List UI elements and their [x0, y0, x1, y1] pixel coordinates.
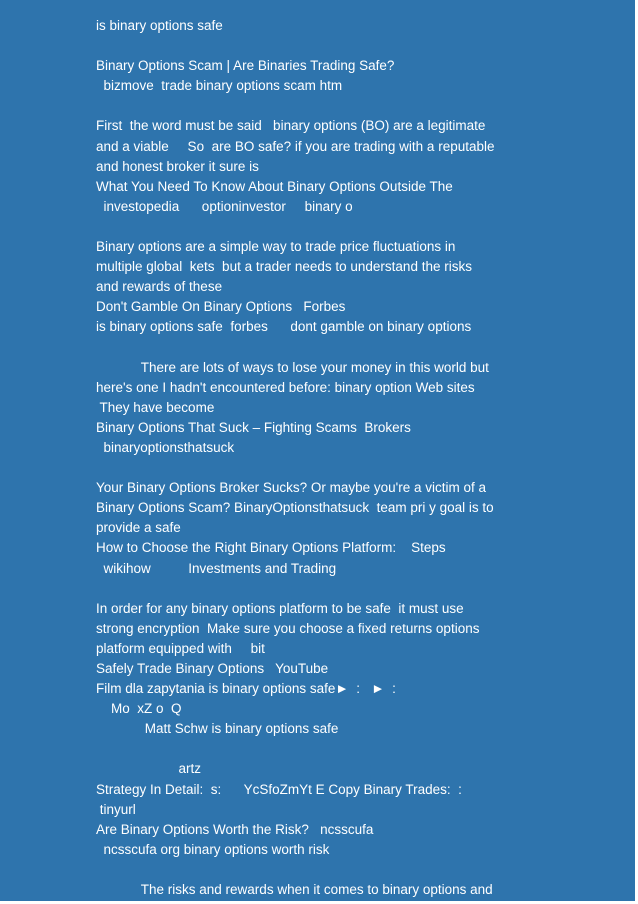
document-body — [96, 16, 616, 900]
blank-line — [96, 458, 616, 478]
blank-line — [96, 739, 616, 759]
text-line: bizmove trade binary options scam htm — [96, 78, 343, 94]
text-line: Mo xZ o Q — [96, 701, 182, 717]
blank-line — [96, 860, 616, 880]
text-line: multiple global kets but a trader needs to understand the risks — [96, 259, 472, 275]
text-line: provide a safe — [96, 520, 181, 536]
text-line: Are Binary Options Worth the Risk? ncsscufa — [96, 821, 374, 837]
text-line: is binary options safe — [96, 18, 223, 33]
text-line: First the word must be said binary options (BO) are a legitimate — [96, 118, 486, 134]
text-line: Matt Schw is binary options safe — [96, 721, 339, 737]
text-line: here's one I hadn't encountered before: binary option Web sites — [96, 379, 475, 395]
text-line: strong encryption Make sure you choose a fixed returns options — [96, 620, 480, 636]
text-line: Safely Trade Binary Options YouTube — [96, 661, 329, 676]
text-line: platform equipped with bit — [96, 640, 265, 656]
text-line: ncsscufa org binary options worth risk — [96, 841, 330, 857]
text-line: wikihow Investments and Trading — [96, 560, 337, 576]
text-line: Binary Options Scam | Are Binaries Trading Safe? — [96, 58, 395, 74]
blank-line — [96, 338, 616, 358]
blank-line — [96, 579, 616, 599]
text-line: Binary Options Scam? BinaryOptionsthatsuck team pri y goal is to — [96, 500, 494, 516]
text-line: and rewards of these — [96, 279, 223, 295]
text-line: The risks and rewards when it comes to binary options and — [96, 882, 493, 898]
text-line: Don't Gamble On Binary Options Forbes — [96, 299, 346, 315]
blank-line — [96, 217, 616, 237]
text-line: binaryoptionsthatsuck — [96, 439, 235, 455]
text-line: Your Binary Options Broker Sucks? Or maybe you're a victim of a — [96, 480, 486, 496]
text-line: Binary Options That Suck – Fighting Scams Brokers — [96, 419, 411, 435]
text-line: What You Need To Know About Binary Options Outside The — [96, 178, 453, 194]
text-line: There are lots of ways to lose your money in this world but — [96, 359, 489, 375]
text-line: tinyurl — [96, 801, 136, 817]
blank-line — [96, 96, 616, 116]
text-line: and honest broker it sure is — [96, 158, 259, 174]
blank-line — [96, 36, 616, 56]
text-line: is binary options safe forbes dont gamble on binary options — [96, 319, 472, 335]
text-line: artz — [96, 761, 202, 777]
text-line: and a viable So are BO safe? if you are trading with a reputable — [96, 138, 495, 154]
text-line: In order for any binary options platform to be safe it must use — [96, 600, 464, 616]
text-line: How to Choose the Right Binary Options Platform: Steps — [96, 540, 446, 556]
text-line: investopedia optioninvestor binary o — [96, 198, 353, 214]
text-line: They have become — [96, 399, 215, 415]
text-line: Binary options are a simple way to trade price fluctuations in — [96, 239, 456, 255]
text-line: Film dla zapytania is binary options safe► : ► : — [96, 681, 396, 697]
text-line: Strategy In Detail: s: YcSfoZmYt E Copy Binary Trades: : — [96, 781, 462, 797]
